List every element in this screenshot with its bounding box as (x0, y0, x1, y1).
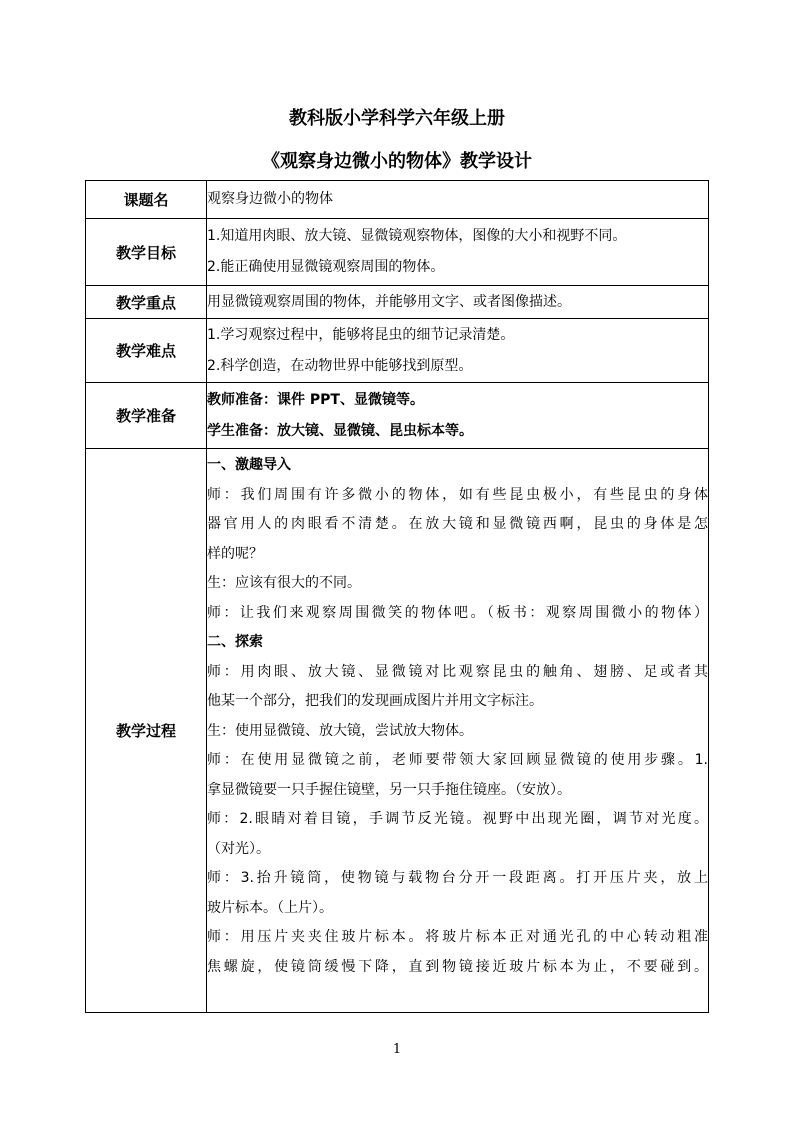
label-focus: 教学重点 (86, 286, 207, 319)
table-row-preparation (86, 383, 709, 449)
label-topic: 课题名 (86, 181, 207, 219)
paragraph-line: 玻片标本。（上片）。 (207, 899, 333, 916)
topic-value (207, 181, 709, 219)
paragraph-line: 拿显微镜要一只手握住镜壁，另一只手拖住镜座。（安放）。 (207, 781, 571, 798)
label-preparation: 教学准备 (86, 383, 207, 449)
label-process: 教学过程 (86, 449, 207, 1013)
paragraph-line: 师：3.抬升镜筒，使物镜与载物台分开一段距离。打开压片夹，放上 (207, 870, 708, 886)
paragraph-line: 生：使用显微镜、放大镜，尝试放大物体。 (207, 722, 473, 739)
paragraph-line: 师：在使用显微镜之前，老师要带领大家回顾显微镜的使用步骤。1. (207, 752, 708, 768)
goals-value (207, 219, 709, 286)
table-row-goals (86, 219, 709, 286)
focus-text: 用显微镜观察周围的物体，并能够用文字、或者图像描述。 (207, 293, 571, 310)
difficulty-line: 2.科学创造，在动物世界中能够找到原型。 (207, 357, 473, 374)
table-row-difficulty (86, 319, 709, 383)
paragraph-line: 他某一个部分，把我们的发现画成图片并用文字标注。 (207, 693, 543, 709)
paragraph-line: 师：我们周围有许多微小的物体，如有些昆虫极小，有些昆虫的身体 (207, 486, 708, 503)
paragraph-line: 生：应该有很大的不同。 (207, 575, 361, 591)
paragraph-line: 焦螺旋，使镜筒缓慢下降，直到物镜接近玻片标本为止，不要碰到。 (207, 958, 708, 975)
label-difficulty: 教学难点 (86, 319, 207, 383)
paragraph-line: 器官用人的肉眼看不清楚。在放大镜和显微镜西啊，昆虫的身体是怎 (207, 516, 708, 532)
paragraph-line: 样的呢？ (207, 545, 263, 562)
paragraph-line: （对光）。 (207, 840, 270, 857)
table-row-focus (86, 286, 709, 319)
difficulty-line: 1.学习观察过程中，能够将昆虫的细节记录清楚。 (207, 326, 515, 343)
label-goals: 教学目标 (86, 219, 207, 286)
teacher-preparation: 教师准备：课件 PPT、显微镜等。 (207, 391, 424, 408)
topic-text: 观察身边微小的物体 (207, 191, 333, 207)
table-row-process (86, 449, 709, 1013)
paragraph-line: 师：用压片夹夹住玻片标本。将玻片标本正对通光孔的中心转动粗准 (207, 929, 708, 945)
page-number: 1 (392, 1042, 402, 1057)
table-row-topic (86, 181, 709, 219)
paragraph-line: 师：让我们来观察周围微笑的物体吧。（板书：观察周围微小的物体） (207, 604, 708, 621)
paragraph-line: 师：用肉眼、放大镜、显微镜对比观察昆虫的触角、翅膀、足或者其 (207, 663, 708, 680)
difficulty-value (207, 319, 709, 383)
document-title: 教科版小学科学六年级上册 (289, 108, 505, 129)
preparation-value (207, 383, 709, 449)
section-heading: 二、探索 (207, 634, 263, 650)
lesson-plan-table (85, 180, 709, 1013)
process-value (207, 449, 709, 1013)
student-preparation: 学生准备：放大镜、显微镜、昆虫标本等。 (207, 422, 473, 439)
section-heading: 一、激趣导入 (207, 457, 291, 473)
goal-line: 2.能正确使用显微镜观察周围的物体。 (207, 259, 445, 275)
goal-line: 1.知道用肉眼、放大镜、显微镜观察物体，图像的大小和视野不同。 (207, 228, 627, 244)
focus-value (207, 286, 709, 319)
document-subtitle: 《观察身边微小的物体》教学设计 (262, 151, 532, 172)
paragraph-line: 师：2.眼睛对着目镜，手调节反光镜。视野中出现光圈，调节对光度。 (207, 811, 708, 827)
